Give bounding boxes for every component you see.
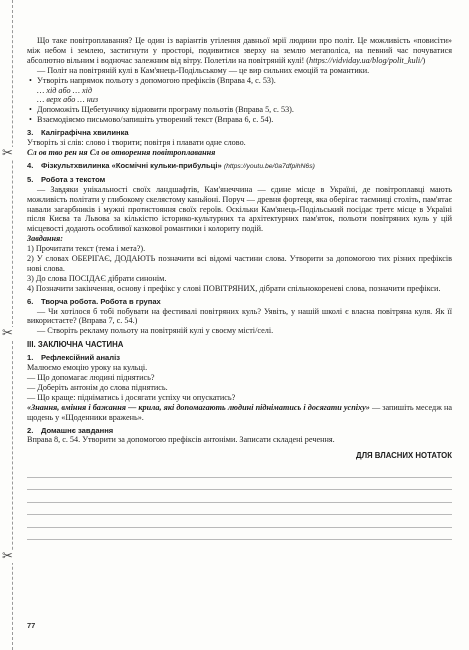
note-line[interactable]	[27, 478, 452, 491]
note-line[interactable]	[27, 490, 452, 503]
task-item: 4) Позначити закінчення, основу і префікс у слові ПОВІТРЯНИХ, дібрати спільнокореневі слова, позначити префікси.	[27, 283, 441, 293]
task-item: 1) Прочитати текст (тема і мета?).	[27, 244, 146, 254]
scissors-icon: ✂	[2, 549, 13, 564]
notes-lines	[27, 465, 452, 540]
exercise-bullet: • Утворіть напрямок польоту з допомогою префіксів (Вправа 4, с. 53).	[27, 76, 452, 86]
section-heading: 4. Фізкультхвилинка «Космічні кульки-прибульці» (https://youtu.be/0a7dfpihN6s)	[27, 160, 315, 170]
creative-question: — Чи хотілося б тобі побувати на фестивалі повітряних куль? Уявіть, у нашій школі є власна повітряна куля. Як її використаєте? (Вправа 7, с. 54.)	[27, 306, 452, 326]
scissors-icon: ✂	[2, 326, 13, 341]
calligraphy-task: Утворіть зі слів: слово і творити; повітря і плавати одне слово.	[27, 138, 246, 148]
reflection-line: — Що допомагає людині піднятись?	[27, 373, 155, 382]
exercise-line: … хід або … хід	[37, 85, 93, 95]
scissors-icon: ✂	[2, 146, 13, 161]
section-heading: 5. Робота з текстом	[27, 174, 106, 184]
task-item: 3) До слова ПОСІДАЄ дібрати синонім.	[27, 273, 167, 283]
reflection-line: — Що краще: підніматись і досягати успіху чи опускатись?	[27, 392, 236, 402]
tasks-label: Завдання:	[27, 234, 63, 244]
task-item: 2) У словах ОБЕРІГАЄ, ДОДАЮТЬ позначити всі відомі частини слова. Утворити за допомогою тих різних префіксів нові слова.	[27, 254, 452, 273]
video-link[interactable]: (https://youtu.be/0a7dfpihN6s)	[223, 162, 315, 170]
note-line[interactable]	[27, 515, 452, 528]
intro-quote: — Політ на повітряній кулі в Кам'янець-Подільському — це вир сильних емоцій та романтики.	[37, 65, 370, 75]
exercise-bullet: • Допоможіть Щебетунчику відновити програму польотів (Вправа 5, с. 53).	[27, 105, 452, 115]
reflection-line: Малюємо емоцію уроку на кульці.	[27, 363, 148, 373]
note-line[interactable]	[27, 503, 452, 516]
intro-link[interactable]: https://vidviday.ua/blog/polit_kuli/	[309, 55, 423, 65]
note-line[interactable]	[27, 528, 452, 541]
intro-paragraph: Що таке повітроплавання? Це один із варіантів утілення давньої мрії людини про політ. Це можливість «повисіти» між небом і землею, застигнути у просторі, подивитися зверху на землю мегаполіса, на певний час почуватися абсолютно вільним і водночас залежним від вітру. Полетіли на повітряній кулі! (https://vidviday.ua/blog/polit_kuli/)	[27, 36, 452, 65]
exercise-bullet: • Взаємодіяємо письмово/запишіть утворений текст (Вправа 6, с. 54).	[27, 115, 452, 125]
homework-text: Вправа 8, с. 54. Утворити за допомогою префіксів антоніми. Записати складені речення.	[27, 435, 335, 445]
reflection-line: — Доберіть антонім до слова піднятись.	[27, 382, 168, 392]
section-heading: 6. Творча робота. Робота в групах	[27, 296, 161, 306]
calligraphy-sample: Сл ов тво рен ня Сл ов отворення повітроплавання	[27, 147, 216, 157]
section-heading: 1. Рефлексійний аналіз	[27, 353, 120, 363]
note-line[interactable]	[27, 465, 452, 478]
page-number: 77	[27, 621, 36, 630]
section-heading: 3. Каліграфічна хвилинка	[27, 128, 129, 138]
exercise-line: … верх або … низ	[37, 95, 99, 105]
reflection-quote: «Знання, вміння і бажання — крила, які допомагають людині підніматись і досягати успіху» — запишіть меседж на щодень у «Щоденники вражень».	[27, 402, 452, 422]
reading-text: — Завдяки унікальності своїх ландшафтів, Кам'янеччина — єдине місце в Україні, де повітроплавці мають можливість політати у глибокому скелястому каньйоні. Поруч — древня фортеця, яка оберігає таємниці століть, пам'ятає навали загарбників і мужні протистояння своїх героїв. Оскільки Кам'янець-Подільський посідає третє місце в Україні після Києва та Львова за кількістю історико-культурних та архітектурних пам'яток, польоти повітряних куль у цій місцевості додають особливої казкової романтики і колориту подій.	[27, 184, 452, 234]
page-content	[27, 36, 452, 540]
part-heading: ІІІ. ЗАКЛЮЧНА ЧАСТИНА	[27, 340, 124, 350]
creative-task: — Створіть рекламу польоту на повітряній кулі у своєму місті/селі.	[37, 326, 274, 336]
notes-heading: ДЛЯ ВЛАСНИХ НОТАТОК	[356, 451, 452, 461]
section-heading: 2. Домашнє завдання	[27, 425, 114, 435]
